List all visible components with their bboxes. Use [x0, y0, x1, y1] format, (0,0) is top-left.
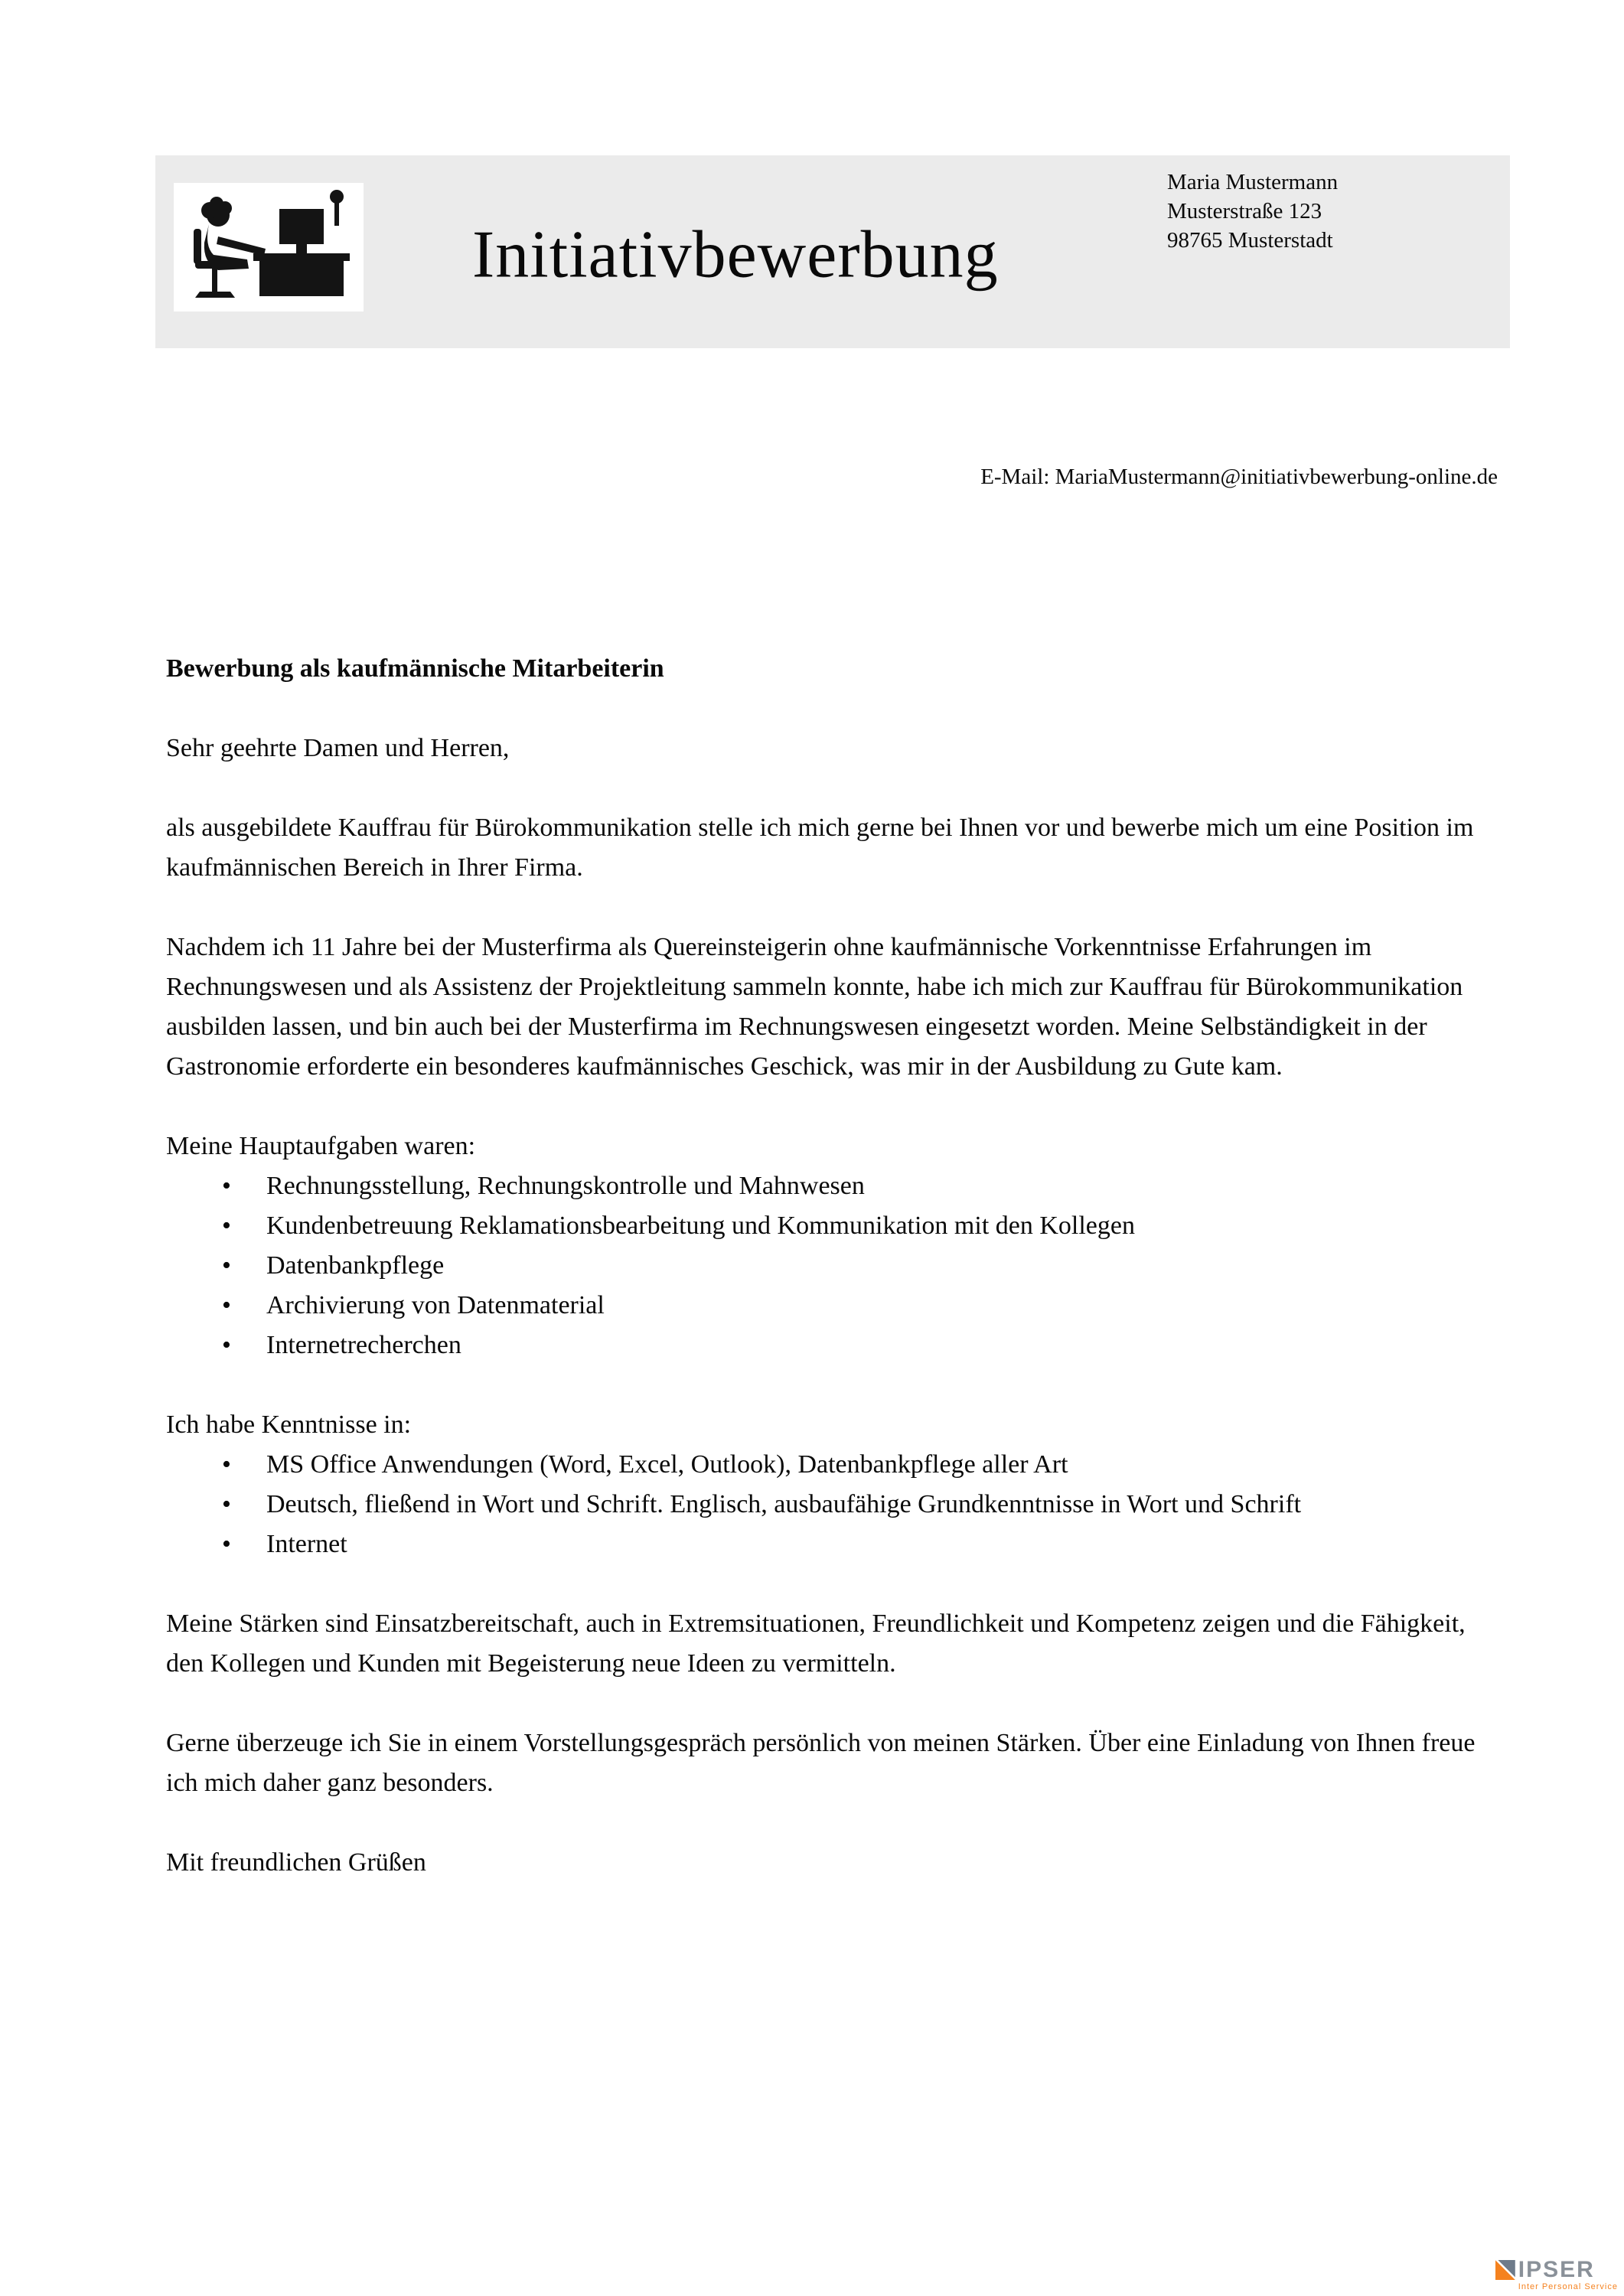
- list-item: • Deutsch, fließend in Wort und Schrift. Englisch, ausbaufähige Grundkenntnisse in Wort und Schrift: [266, 1485, 1485, 1525]
- email-line: E-Mail: MariaMustermann@initiativbewerbung-online.de: [980, 465, 1498, 489]
- tasks-intro: Meine Hauptaufgaben waren:: [166, 1132, 476, 1160]
- list-item: • Kundenbetreuung Reklamationsbearbeitung und Kommunikation mit den Kollegen: [266, 1206, 1485, 1246]
- letter-subject: Bewerbung als kaufmännische Mitarbeiterin: [166, 654, 664, 683]
- list-item: • Datenbankpflege: [266, 1246, 1485, 1286]
- skills-list: [166, 1445, 1485, 1564]
- person-at-desk-icon: [174, 183, 364, 311]
- letter-body: [166, 649, 1485, 1883]
- sender-address: [1167, 168, 1338, 255]
- footer-logo-subtext: Inter Personal Service: [1518, 2282, 1618, 2291]
- skills-intro: Ich habe Kenntnisse in:: [166, 1411, 412, 1439]
- footer-logo-text: IPSER: [1518, 2257, 1595, 2282]
- paragraph-intro: als ausgebildete Kauffrau für Bürokommunikation stelle ich mich gerne bei Ihnen vor und bewerbe mich um eine Position im kaufmännischen Bereich in Ihrer Firma.: [166, 814, 1474, 882]
- paragraph-strengths: Meine Stärken sind Einsatzbereitschaft, auch in Extremsituationen, Freundlichkeit und Kompetenz zeigen und die Fähigkeit, den Kollegen und Kunden mit Begeisterung neue Ideen zu vermitteln.: [166, 1609, 1466, 1678]
- footer-logo: [1495, 2258, 1618, 2291]
- header-logo: [174, 183, 364, 311]
- sender-city: 98765 Musterstadt: [1167, 228, 1333, 253]
- paragraph-experience: Nachdem ich 11 Jahre bei der Musterfirma als Quereinsteigerin ohne kaufmännische Vorkenntnisse Erfahrungen im Rechnungswesen und als Assistenz der Projektleitung sammeln konnte, habe ich mich zur Kauffrau für Bürokommunikation ausbilden lassen, und bin auch bei der Musterfirma im Rechnungswesen eingesetzt worden. Meine Selbständigkeit in der Gastronomie erforderte ein besonderes kaufmännisches Geschick, was mir in der Ausbildung zu Gute kam.: [166, 933, 1463, 1081]
- sender-street: Musterstraße 123: [1167, 199, 1322, 223]
- list-item: • MS Office Anwendungen (Word, Excel, Outlook), Datenbankpflege aller Art: [266, 1445, 1485, 1485]
- list-item: • Archivierung von Datenmaterial: [266, 1286, 1485, 1326]
- footer-logo-icon: [1495, 2260, 1515, 2280]
- list-item: • Internet: [266, 1525, 1485, 1564]
- closing: Mit freundlichen Grüßen: [166, 1848, 426, 1877]
- tasks-list: [166, 1166, 1485, 1365]
- salutation: Sehr geehrte Damen und Herren,: [166, 734, 510, 762]
- paragraph-invitation: Gerne überzeuge ich Sie in einem Vorstellungsgespräch persönlich von meinen Stärken. Über eine Einladung von Ihnen freue ich mich daher ganz besonders.: [166, 1729, 1476, 1797]
- document-title: Initiativbewerbung: [472, 217, 999, 292]
- header-banner: [155, 155, 1510, 348]
- list-item: • Rechnungsstellung, Rechnungskontrolle und Mahnwesen: [266, 1166, 1485, 1206]
- list-item: • Internetrecherchen: [266, 1326, 1485, 1365]
- sender-name: Maria Mustermann: [1167, 170, 1339, 194]
